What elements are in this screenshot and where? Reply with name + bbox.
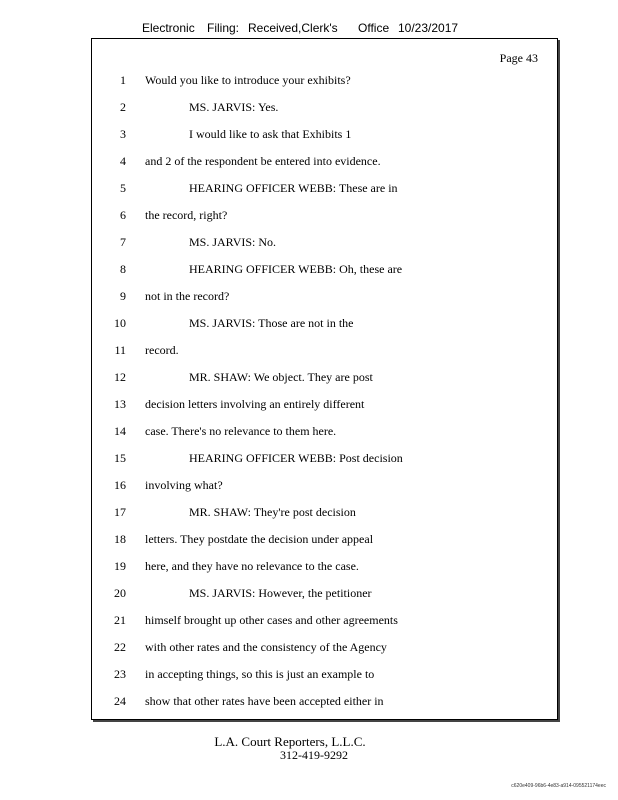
line-text: involving what? [145, 478, 223, 492]
line-text: record. [145, 343, 179, 357]
line-number: 11 [114, 343, 126, 357]
filing-stamp-header [0, 21, 618, 37]
header-filing: Filing: [207, 21, 240, 35]
line-text: not in the record? [145, 289, 230, 303]
line-text: in accepting things, so this is just an example to [145, 667, 375, 681]
header-office: Office [358, 21, 390, 35]
transcript-line [92, 586, 557, 604]
line-text: with other rates and the consistency of the Agency [145, 640, 387, 654]
line-text: Would you like to introduce your exhibits? [145, 73, 351, 87]
line-text: MS. JARVIS: However, the petitioner [189, 586, 372, 600]
line-number: 10 [114, 316, 126, 330]
line-number: 2 [120, 100, 126, 114]
line-number: 24 [114, 694, 126, 708]
line-text: MS. JARVIS: Yes. [189, 100, 279, 114]
transcript-line [92, 667, 557, 685]
line-number: 22 [114, 640, 126, 654]
line-number: 13 [114, 397, 126, 411]
transcript-line [92, 424, 557, 442]
transcript-line [92, 262, 557, 280]
line-number: 8 [120, 262, 126, 276]
page-number: Page 43 [499, 51, 538, 65]
line-number: 4 [120, 154, 126, 168]
transcript-line [92, 613, 557, 631]
line-text: here, and they have no relevance to the case. [145, 559, 359, 573]
line-text: MR. SHAW: They're post decision [189, 505, 356, 519]
header-electronic: Electronic [142, 21, 195, 35]
transcript-line [92, 559, 557, 577]
transcript-line [92, 154, 557, 172]
line-text: MS. JARVIS: Those are not in the [189, 316, 354, 330]
line-number: 5 [120, 181, 126, 195]
transcript-line [92, 694, 557, 712]
line-number: 16 [114, 478, 126, 492]
line-number: 20 [114, 586, 126, 600]
line-text: HEARING OFFICER WEBB: These are in [189, 181, 398, 195]
line-number: 23 [114, 667, 126, 681]
transcript-line [92, 100, 557, 118]
line-text: HEARING OFFICER WEBB: Oh, these are [189, 262, 403, 276]
line-text: case. There's no relevance to them here. [145, 424, 337, 438]
transcript-line [92, 640, 557, 658]
line-text: MR. SHAW: We object. They are post [189, 370, 373, 384]
transcript-line [92, 181, 557, 199]
transcript-line [92, 397, 557, 415]
line-number: 1 [120, 73, 126, 87]
transcript-line [92, 505, 557, 523]
court-reporter-phone: 312-419-9292 [280, 748, 348, 762]
line-text: HEARING OFFICER WEBB: Post decision [189, 451, 403, 465]
document-id: c620e409-96b6-4e83-a914-095521174eec [511, 783, 606, 789]
transcript-line [92, 127, 557, 145]
transcript-line [92, 451, 557, 469]
line-number: 15 [114, 451, 126, 465]
line-text: I would like to ask that Exhibits 1 [189, 127, 352, 141]
line-number: 18 [114, 532, 126, 546]
transcript-line [92, 235, 557, 253]
line-text: himself brought up other cases and other agreements [145, 613, 398, 627]
line-number: 19 [114, 559, 126, 573]
court-reporter-name: L.A. Court Reporters, L.L.C. [214, 734, 366, 749]
header-date: 10/23/2017 [398, 21, 459, 35]
transcript-line [92, 532, 557, 550]
line-number: 14 [114, 424, 126, 438]
transcript-line [92, 343, 557, 361]
line-text: MS. JARVIS: No. [189, 235, 277, 249]
line-number: 6 [120, 208, 126, 222]
line-number: 9 [120, 289, 126, 303]
line-number: 17 [114, 505, 126, 519]
transcript-line [92, 478, 557, 496]
line-text: decision letters involving an entirely different [145, 397, 365, 411]
transcript-line [92, 289, 557, 307]
transcript-line [92, 208, 557, 226]
line-number: 7 [120, 235, 126, 249]
transcript-line [92, 73, 557, 91]
line-text: letters. They postdate the decision under appeal [145, 532, 374, 546]
line-text: and 2 of the respondent be entered into evidence. [145, 154, 381, 168]
transcript-line [92, 370, 557, 388]
transcript-page [91, 38, 558, 720]
transcript-line [92, 316, 557, 334]
line-text: the record, right? [145, 208, 228, 222]
line-text: show that other rates have been accepted either in [145, 694, 384, 708]
header-received: Received,Clerk's [248, 21, 338, 35]
line-number: 12 [114, 370, 126, 384]
line-number: 3 [120, 127, 126, 141]
line-number: 21 [114, 613, 126, 627]
